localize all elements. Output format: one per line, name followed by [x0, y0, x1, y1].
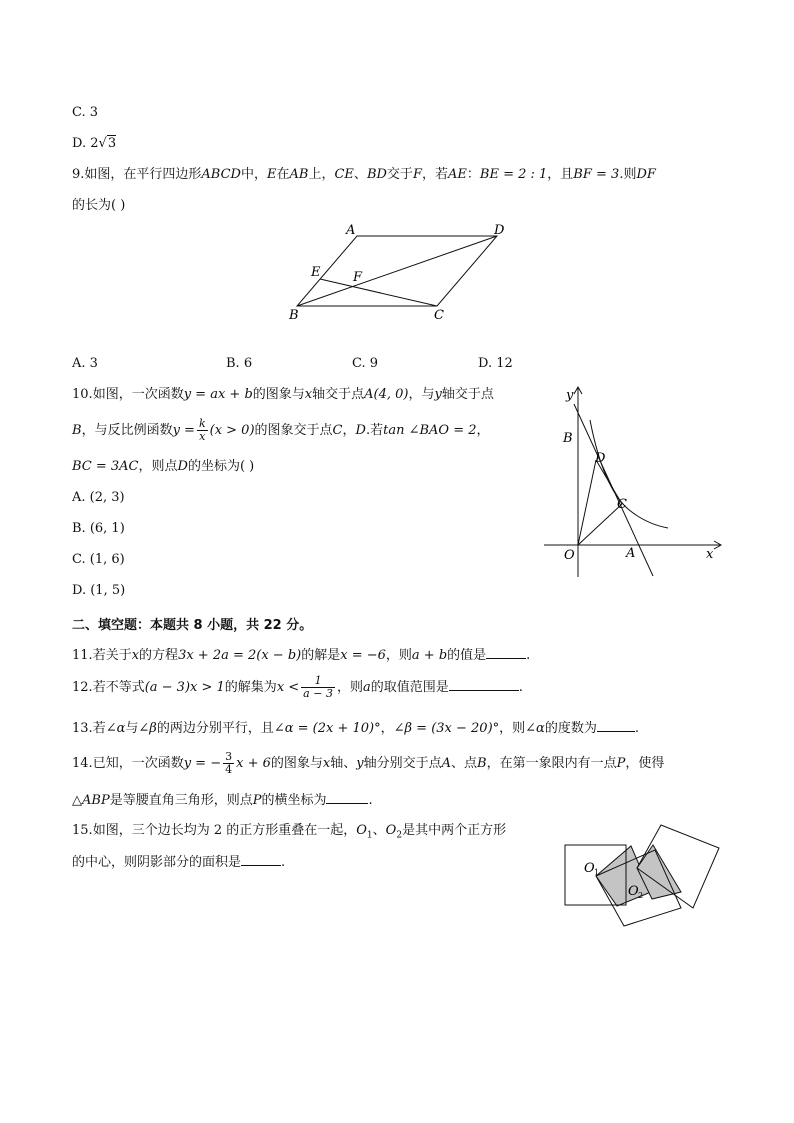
q10-text: ，则点: [138, 459, 178, 474]
q9-label-a: A: [346, 223, 356, 238]
q9-option-c: [352, 355, 378, 373]
q14-text: ，在第一象限内有一点: [486, 756, 617, 771]
q9-parallelogram-figure: [280, 218, 520, 326]
q10-linear-function: y = ax + b: [183, 387, 253, 402]
q13-text: 若: [92, 721, 106, 736]
q14-text: 轴、: [330, 756, 357, 771]
q9-text: ，若: [421, 167, 448, 182]
q13-text: .: [634, 721, 639, 736]
q10-option-a-value: (2, 3): [89, 490, 125, 505]
q10-d: D: [177, 459, 188, 474]
q15-o2: O: [385, 823, 397, 838]
q9-option-b-text: B. 6: [226, 356, 253, 371]
q14-triangle: △ABP: [72, 793, 110, 808]
q15-label-o1-sub: 1: [594, 868, 600, 877]
q14-a: A: [441, 756, 452, 771]
q15-text: 如图，三个边长均为 2 的正方形重叠在一起，: [92, 823, 357, 838]
q13-text: ，则: [499, 721, 526, 736]
q9-option-a-text: A. 3: [72, 356, 98, 371]
q11-text: .: [526, 648, 531, 663]
q10-text: 轴交于点: [441, 387, 494, 402]
q9-text: 如图，在平行四边形: [84, 167, 202, 182]
q13-text: 与: [125, 721, 139, 736]
q10-option-a: [72, 489, 125, 507]
q9-text: .则: [619, 167, 637, 182]
q14-b: B: [477, 756, 487, 771]
q10-label-c: C: [617, 497, 627, 512]
q15-number: 15.: [72, 823, 93, 838]
q10-text: ，: [342, 423, 356, 438]
q10-text: 的图象交于点: [254, 423, 333, 438]
q12-inequality: (a − 3)x > 1: [144, 680, 225, 695]
q9-text: 在: [276, 167, 290, 182]
q13-answer-blank[interactable]: [597, 719, 635, 732]
q11-number: 11.: [72, 648, 93, 663]
q10-label-o: O: [564, 548, 575, 563]
q9-e: E: [267, 167, 277, 182]
q14-fraction: [223, 751, 234, 776]
q15-text: .: [281, 855, 286, 870]
q12-text: 的解集为: [224, 680, 277, 695]
q12-number: 12.: [72, 680, 93, 695]
q10-fraction: [197, 418, 208, 443]
q12-fraction: [301, 675, 335, 700]
q15-label-o1: O: [584, 861, 595, 876]
q15-text: 、: [372, 823, 386, 838]
q10-option-b-value: (6, 1): [89, 521, 125, 536]
q9-label-f: F: [353, 270, 363, 285]
q13-stem: [72, 719, 639, 738]
q12-text: .: [518, 680, 523, 695]
q9-number: 9.: [72, 167, 85, 182]
q9-bf: BF = 3: [573, 167, 620, 182]
q10-option-d: [72, 582, 125, 600]
q10-y: y: [434, 387, 442, 402]
q9-label-e: E: [311, 265, 321, 280]
q10-point-a: A(4, 0): [364, 387, 409, 402]
q9-option-b: [226, 355, 252, 373]
q15-text: 是其中两个正方形: [402, 823, 507, 838]
q11-text: ，则: [385, 648, 412, 663]
q10-stem-line2: [72, 418, 490, 444]
q14-y: y: [356, 756, 364, 771]
q14-p: P: [616, 756, 626, 771]
q9-option-d: [478, 355, 513, 373]
q13-text: 的两边分别平行，且: [156, 721, 274, 736]
q9-text: 的长为( ): [72, 198, 126, 213]
q10-option-c-label: C.: [72, 552, 86, 567]
q10-number: 10.: [72, 387, 93, 402]
q13-beta-expression: ∠β = (3x − 20)°: [393, 721, 500, 736]
q12-stem: [72, 674, 523, 702]
q9-ae: AE: [447, 167, 467, 182]
q10-label-a: A: [626, 546, 636, 561]
q14-text: 的图象与: [270, 756, 323, 771]
q15-stem-line2: [72, 853, 285, 872]
q9-text: 上，: [308, 167, 335, 182]
q15-label-o2-sub: 2: [638, 891, 644, 900]
q11-text: 若关于: [92, 648, 132, 663]
q13-alpha-expression: ∠α = (2x + 10)°: [273, 721, 381, 736]
q14-fraction-numerator: 3: [225, 750, 233, 763]
q9-f: F: [412, 167, 422, 182]
q14-stem-line2: [72, 791, 373, 810]
section-2-heading: 二、填空题：本题共 8 小题，共 22 分。: [72, 618, 313, 633]
q9-stem-line1: [72, 166, 656, 184]
q14-text: 已知，一次函数: [92, 756, 184, 771]
q10-option-a-label: A.: [72, 490, 86, 505]
q10-text: 轴交于点: [312, 387, 365, 402]
q9-option-d-text: D. 12: [478, 356, 513, 371]
q14-function-tail: x + 6: [236, 756, 271, 771]
q15-label-o2: O: [628, 884, 639, 899]
q15-stem-line1: [72, 822, 506, 845]
q8-option-c: [72, 104, 98, 122]
q12-answer-blank[interactable]: [449, 678, 519, 691]
q9-stem-line2: [72, 197, 125, 215]
q9-label-d: D: [494, 223, 505, 238]
q11-equation: 3x + 2a = 2(x − b): [178, 648, 302, 663]
q12-fraction-numerator: 1: [301, 675, 335, 688]
q11-text: 的方程: [139, 648, 179, 663]
q11-text: 的解是: [301, 648, 341, 663]
q9-label-b: B: [289, 308, 299, 323]
q14-text: 轴分别交于点: [363, 756, 442, 771]
q9-option-c-text: C. 9: [352, 356, 379, 371]
q14-text: .: [368, 793, 373, 808]
q10-text: .若: [365, 423, 384, 438]
q10-inverse-function: y =: [172, 423, 195, 438]
q11-stem: [72, 646, 530, 665]
q8-option-d: D. 2√3: [72, 136, 117, 151]
q12-solution-set: x <: [276, 680, 300, 695]
q10-stem-line1: [72, 386, 494, 404]
q8-option-d-radicand: 3: [107, 136, 117, 151]
q10-text: ，: [476, 423, 490, 438]
q10-option-b-label: B.: [72, 521, 86, 536]
q9-ce: CE: [334, 167, 354, 182]
q9-option-a: [72, 355, 98, 373]
q15-o1: O: [356, 823, 367, 838]
q10-hyperbola: [590, 420, 668, 528]
q13-alpha: ∠α: [105, 721, 126, 736]
q13-alpha: ∠α: [525, 721, 545, 736]
q10-x: x: [304, 387, 313, 402]
q10-text: 的图象与: [252, 387, 305, 402]
q10-stem-line3: [72, 458, 254, 476]
q10-option-b: [72, 520, 125, 538]
q14-number: 14.: [72, 756, 93, 771]
q11-x: x: [131, 648, 140, 663]
q10-segment-od: [578, 460, 596, 545]
q15-answer-blank[interactable]: [241, 853, 281, 866]
q9-ratio: BE = 2 : 1: [479, 167, 548, 182]
q15-squares-figure: [560, 820, 726, 930]
q12-text: 的取值范围是: [370, 680, 449, 695]
q15-o1-subscript: 1: [366, 830, 373, 841]
q10-option-d-value: (1, 5): [90, 583, 126, 598]
q10-graph-figure: [540, 382, 730, 582]
q13-text: ，: [380, 721, 394, 736]
q10-c: C: [332, 423, 343, 438]
q13-beta: ∠β: [138, 721, 157, 736]
q15-o2-subscript: 2: [396, 830, 403, 841]
q8-option-c-text: C. 3: [72, 105, 99, 120]
q11-expression: a + b: [411, 648, 448, 663]
q14-text: 的横坐标为: [261, 793, 327, 808]
q9-text: 、: [353, 167, 367, 182]
q14-p: P: [252, 793, 262, 808]
q10-tan: tan ∠BAO = 2: [383, 423, 477, 438]
q10-fraction-denominator: x: [199, 430, 206, 443]
q10-text: 如图，一次函数: [92, 387, 184, 402]
q9-segment-ce: [320, 279, 437, 306]
q8-option-d-coef: 2: [90, 136, 99, 151]
q14-text: ，使得: [625, 756, 665, 771]
q13-text: 的度数为: [544, 721, 597, 736]
q10-segment-oc: [578, 504, 622, 545]
q15-text: 的中心，则阴影部分的面积是: [72, 855, 242, 870]
q14-answer-blank[interactable]: [326, 791, 368, 804]
q9-text: ，且: [547, 167, 574, 182]
q10-domain: (x > 0): [209, 423, 255, 438]
q10-b: B: [72, 423, 82, 438]
q10-text: ，与: [408, 387, 435, 402]
q8-option-d-label: D.: [72, 136, 87, 151]
q10-option-c: [72, 551, 125, 569]
q10-bc: BC = 3AC: [72, 459, 139, 474]
q11-solution: x = −6: [340, 648, 386, 663]
q12-a: a: [362, 680, 371, 695]
q10-option-c-value: (1, 6): [89, 552, 125, 567]
q10-label-d: D: [595, 451, 606, 466]
q14-fraction-denominator: 4: [225, 763, 233, 776]
q11-text: 的值是: [447, 648, 487, 663]
q9-abcd: ABCD: [201, 167, 241, 182]
q10-label-x: x: [706, 547, 714, 562]
q9-ab: AB: [289, 167, 309, 182]
q9-df: DF: [636, 167, 656, 182]
q14-stem-line1: [72, 750, 664, 778]
q13-number: 13.: [72, 721, 93, 736]
q10-text: ，与反比例函数: [81, 423, 173, 438]
q9-bd: BD: [366, 167, 387, 182]
q12-text: ，则: [336, 680, 363, 695]
q14-function: y = −: [183, 756, 222, 771]
q9-text: ：: [466, 167, 480, 182]
q11-answer-blank[interactable]: [486, 646, 526, 659]
q10-fraction-numerator: k: [198, 417, 206, 430]
q10-option-d-label: D.: [72, 583, 87, 598]
q12-text: 若不等式: [92, 680, 145, 695]
q10-label-y: y: [566, 388, 574, 403]
q9-label-c: C: [434, 308, 444, 323]
q10-label-b: B: [563, 431, 573, 446]
q12-fraction-denominator: a − 3: [303, 687, 333, 700]
q9-text: 交于: [386, 167, 413, 182]
q14-x: x: [322, 756, 331, 771]
q14-text: 、点: [451, 756, 478, 771]
q10-d: D: [355, 423, 366, 438]
q9-text: 中，: [240, 167, 267, 182]
q10-text: 的坐标为( ): [187, 459, 255, 474]
q14-text: 是等腰直角三角形，则点: [109, 793, 253, 808]
